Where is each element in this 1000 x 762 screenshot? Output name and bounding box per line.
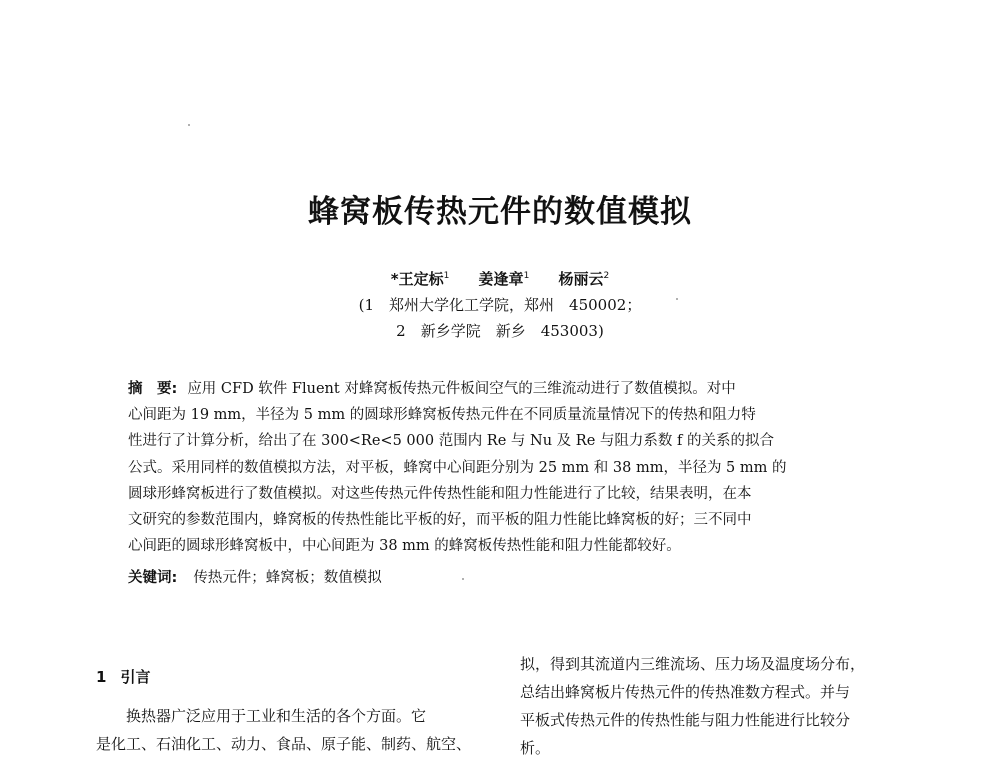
scan-speck xyxy=(462,578,464,580)
section-number: 1 xyxy=(96,668,107,686)
affiliation-2: 2 新乡学院 新乡 453003) xyxy=(396,322,604,340)
abstract-line: 圆球形蜂窝板进行了数值模拟。对这些传热元件传热性能和阻力性能进行了比较，结果表明，在本 xyxy=(128,485,752,502)
author-affiliation-mark: 2 xyxy=(603,271,610,281)
author xyxy=(479,268,530,289)
paper-title: 蜂窝板传热元件的数值模拟 xyxy=(308,194,692,230)
author-name: 姜逢章 xyxy=(478,270,524,288)
right-column xyxy=(520,650,920,762)
keywords xyxy=(128,566,382,587)
author-list xyxy=(0,268,1000,289)
body-line: 拟，得到其流道内三维流场、压力场及温度场分布， xyxy=(520,655,866,673)
scan-speck xyxy=(188,124,190,126)
author-affiliation-mark: 1 xyxy=(523,271,530,281)
abstract-line: 文研究的参数范围内，蜂窝板的传热性能比平板的好，而平板的阻力性能比蜂窝板的好；三不同中 xyxy=(128,511,752,528)
body-line: 总结出蜂窝板片传热元件的传热准数方程式。并与 xyxy=(520,683,851,701)
abstract-line: 公式。采用同样的数值模拟方法，对平板，蜂窝中心间距分别为 25 mm 和 38 mm，半径为 5 mm 的 xyxy=(128,459,787,476)
section-heading xyxy=(96,666,150,687)
author-name: 杨丽云 xyxy=(558,270,604,288)
abstract-line: 心间距的圆球形蜂窝板中，中心间距为 38 mm 的蜂窝板传热性能和阻力性能都较好。 xyxy=(128,538,681,555)
abstract-label: 摘 要: xyxy=(128,381,178,397)
body-line: 是化工、石油化工、动力、食品、原子能、制药、航空、 xyxy=(96,735,472,753)
section-title: 引言 xyxy=(120,668,151,686)
left-column xyxy=(96,702,496,758)
body-line: 换热器广泛应用于工业和生活的各个方面。它 xyxy=(126,707,427,725)
author xyxy=(391,268,450,289)
abstract-text: 应用 CFD 软件 Fluent 对蜂窝板传热元件板间空气的三维流动进行了数值模拟。对中 xyxy=(187,381,736,397)
body-line: 析。 xyxy=(520,739,551,757)
abstract-line xyxy=(128,376,878,402)
author-affiliation-mark: 1 xyxy=(443,271,450,281)
abstract-line: 性进行了计算分析，给出了在 300<Re<5 000 范围内 Re 与 Nu 及 Re 与阻力系数 f 的关系的拟合 xyxy=(128,433,774,450)
author xyxy=(559,268,610,289)
affiliation-1: (1 郑州大学化工学院，郑州 450002； xyxy=(358,296,642,314)
abstract-line: 心间距为 19 mm，半径为 5 mm 的圆球形蜂窝板传热元件在不同质量流量情况下的传热和阻力特 xyxy=(128,407,756,424)
body-line: 平板式传热元件的传热性能与阻力性能进行比较分 xyxy=(520,711,851,729)
abstract xyxy=(128,376,878,559)
author-name: *王定标 xyxy=(390,270,444,288)
keywords-text: 传热元件；蜂窝板；数值模拟 xyxy=(193,570,382,586)
keywords-label: 关键词: xyxy=(128,570,178,586)
